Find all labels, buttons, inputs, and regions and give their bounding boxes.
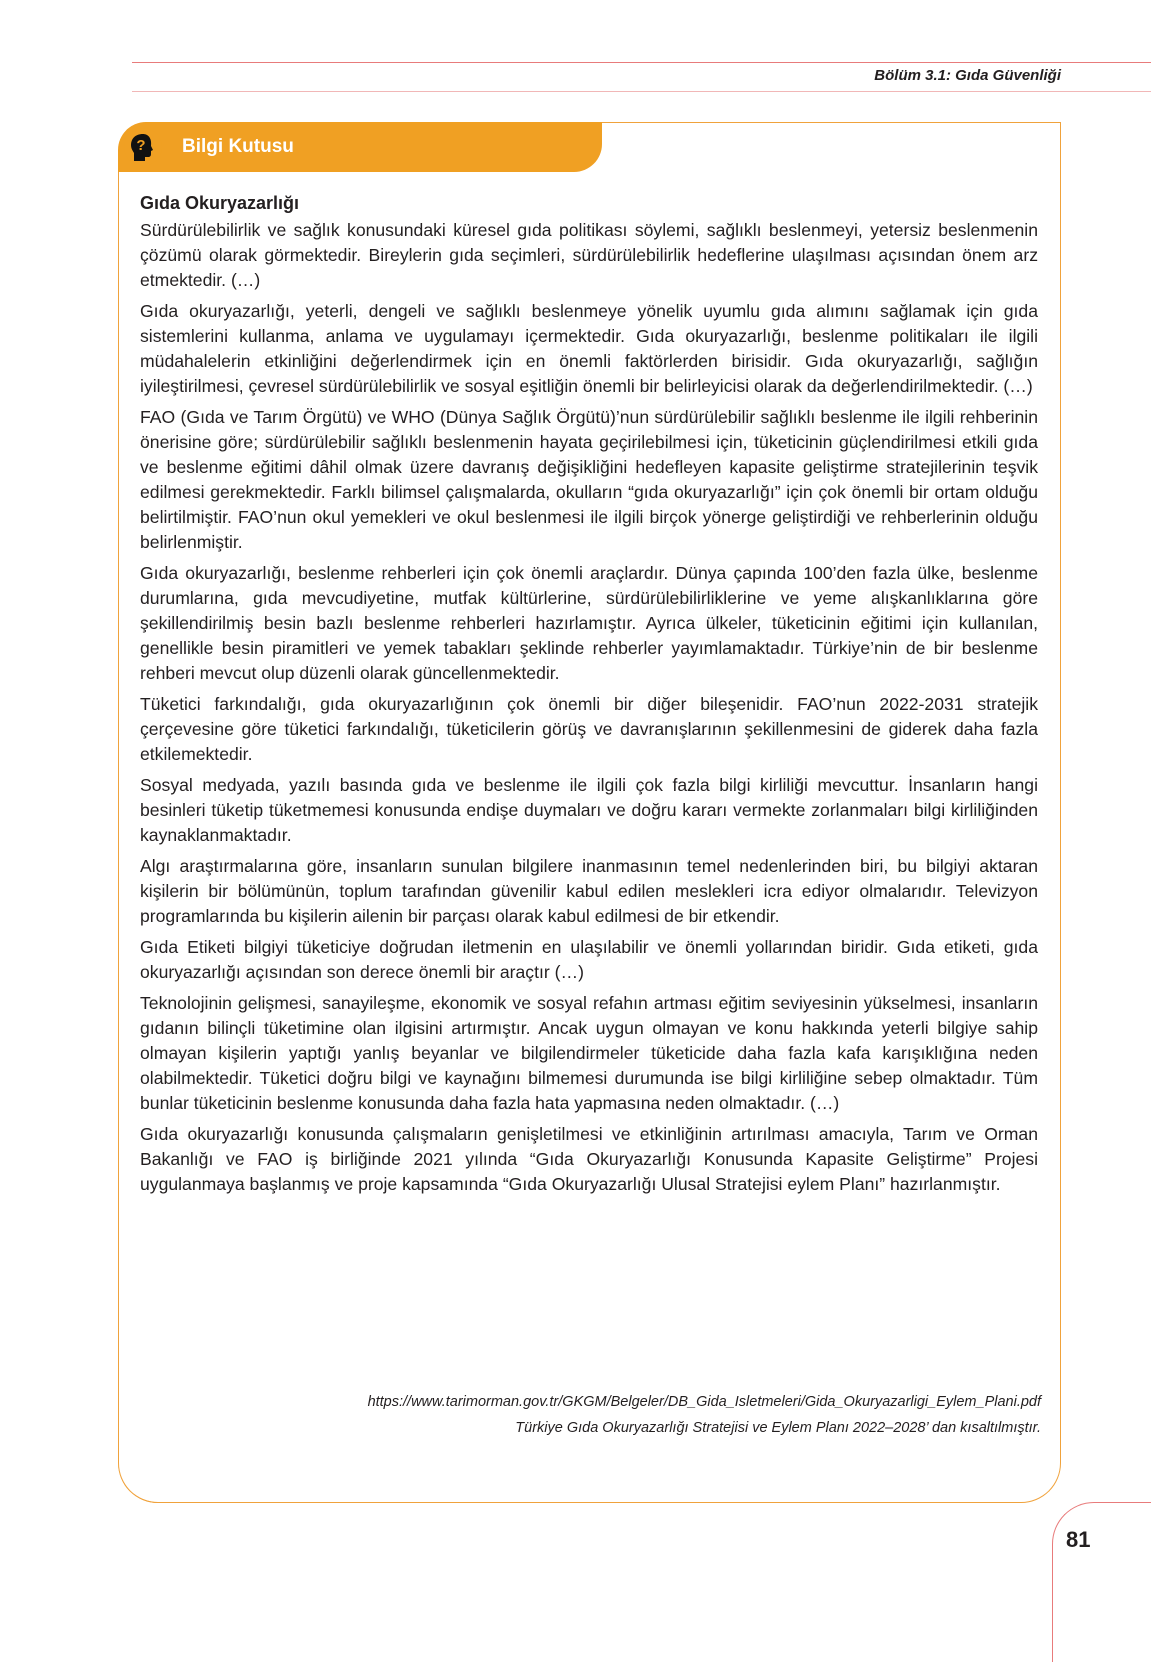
paragraph: Gıda okuryazarlığı, beslenme rehberleri için çok önemli araçlardır. Dünya çapında 100’den fazla ülke, beslenme durumlarına, gıda mevcudiyetine, mutfak kültürlerine, sürdürülebilirliklerine ve yeme alışkanlıklarına göre şekillendirilmiş besin bazlı beslenme rehberleri hazırlamıştır. Ayrıca ülkeler, tüketicinin eğitimi için kullanılan, genellikle besin piramitleri ve yemek tabakları şeklinde rehberler yayımlamaktadır. Türkiye’nin de bir beslenme rehberi mevcut olup düzenli olarak güncellenmektedir. [140,563,1038,683]
paragraph: Gıda Etiketi bilgiyi tüketiciye doğrudan iletmenin en ulaşılabilir ve önemli yollarından biridir. Gıda etiketi, gıda okuryazarlığı açısından son derece önemli bir araçtır (…) [140,937,1038,982]
source-note: Türkiye Gıda Okuryazarlığı Stratejisi ve Eylem Planı 2022–2028’ dan kısaltılmıştır. [515,1420,1041,1436]
header-rule [132,62,1151,63]
info-box-top-border [600,122,1061,123]
paragraph: Algı araştırmalarına göre, insanların sunulan bilgilere inanmasının temel nedenlerinden biri, bu bilgiyi aktaran kişilerin bir bölümünün, toplum tarafından güvenilir kabul edilen meslekleri icra ediyor olmalarıdır. Televizyon programlarında bu kişilerin ailenin bir parçası olarak kabul edilmesi de bir etkendir. [140,856,1038,926]
paragraph: Teknolojinin gelişmesi, sanayileşme, ekonomik ve sosyal refahın artması eğitim seviyesinin yükselmesi, insanların gıdanın bilinçli tüketimine olan ilgisini artırmıştır. Ancak uygun olmayan ve konu hakkında yeterli bilgiye sahip olmayan kişilerin yaptığı yanlış beyanlar ve bilgilendirmeler tüketicide daha fazla kafa karışıklığına neden olabilmektedir. Tüketici doğru bilgi ve kaynağını bilmemesi durumunda ise bilgi kirliliğine sebep olmaktadır. Tüm bunlar tüketicinin beslenme konusunda daha fazla hata yapmasına neden olmaktadır. (…) [140,993,1038,1113]
source-citation [368,1389,1041,1441]
source-url: https://www.tarimorman.gov.tr/GKGM/Belgeler/DB_Gida_Isletmeleri/Gida_Okuryazarligi_Eylem_Plani.pdf [367,1394,1041,1410]
paragraph: FAO (Gıda ve Tarım Örgütü) ve WHO (Dünya Sağlık Örgütü)’nun sürdürülebilir sağlıklı beslenme ile ilgili rehberinin önerisine göre; sürdürülebilir sağlıklı beslenmenin hayata geçirilebilmesi için, tüketicinin güçlendirilmesi etkili gıda ve beslenme eğitimi dâhil olmak üzere davranış değişikliğini hedefleyen kapasite geliştirme stratejilerinin teşvik edilmesi gerekmektedir. Farklı bilimsel çalışmalarda, okulların “gıda okuryazarlığı” için çok önemli bir ortam olduğu belirtilmiştir. FAO’nun okul yemekleri ve okul beslenmesi ile ilgili birçok yönerge geliştirdiği ve rehberlerinin olduğu belirlenmiştir. [140,407,1038,552]
page-number-frame [1052,1502,1151,1662]
paragraph: Tüketici farkındalığı, gıda okuryazarlığının çok önemli bir diğer bileşenidir. FAO’nun 2022-2031 stratejik çerçevesine göre tüketici farkındalığı, tüketicilerin görüş ve davranışlarının şekillenmesini de giderek daha fazla etkilemektedir. [140,694,1038,764]
page-number: 81 [1066,1527,1091,1552]
header-rule-secondary [132,91,1151,92]
section-heading: Gıda Okuryazarlığı [140,193,300,213]
svg-text:?: ? [136,137,146,154]
paragraph: Gıda okuryazarlığı konusunda çalışmaların genişletilmesi ve etkinliğinin artırılması amacıyla, Tarım ve Orman Bakanlığı ve FAO iş birliğinde 2021 yılında “Gıda Okuryazarlığı Konusunda Kapasite Geliştirme” Projesi uygulanmaya başlanmış ve proje kapsamında “Gıda Okuryazarlığı Ulusal Stratejisi eylem Planı” hazırlanmıştır. [140,1124,1038,1194]
paragraph: Gıda okuryazarlığı, yeterli, dengeli ve sağlıklı beslenmeye yönelik uyumlu gıda alımını sağlamak için gıda sistemlerini kullanma, anlama ve uygulamayı içermektedir. Gıda okuryazarlığı, beslenme politikaları ile ilgili müdahalelerin etkinliğini değerlendirmek için en önemli faktörlerden birisidir. Gıda okuryazarlığı, sağlığın iyileştirilmesi, çevresel sürdürülebilirlik ve sosyal eşitliğin önemli bir belirleyicisi olarak da değerlendirilmektedir. (…) [140,301,1038,396]
paragraph: Sosyal medyada, yazılı basında gıda ve beslenme ile ilgili çok fazla bilgi kirliliği mevcuttur. İnsanların hangi besinleri tüketip tüketmemesi konusunda endişe duymaları ve doğru kararı vermekte zorlanmaları bilgi kirliliğinden kaynaklanmaktadır. [140,775,1038,845]
info-box-title: Bilgi Kutusu [182,136,294,157]
paragraph: Sürdürülebilirlik ve sağlık konusundaki küresel gıda politikası söylemi, sağlıklı beslenmeyi, yetersiz beslenmenin çözümü olarak görmektedir. Bireylerin gıda seçimleri, sürdürülebilirlik hedeflerine ulaşılması açısından önem arz etmektedir. (…) [140,220,1038,290]
chapter-title: Bölüm 3.1: Gıda Güvenliği [874,67,1061,84]
head-question-icon [124,128,162,166]
info-box-content [140,190,1038,1203]
